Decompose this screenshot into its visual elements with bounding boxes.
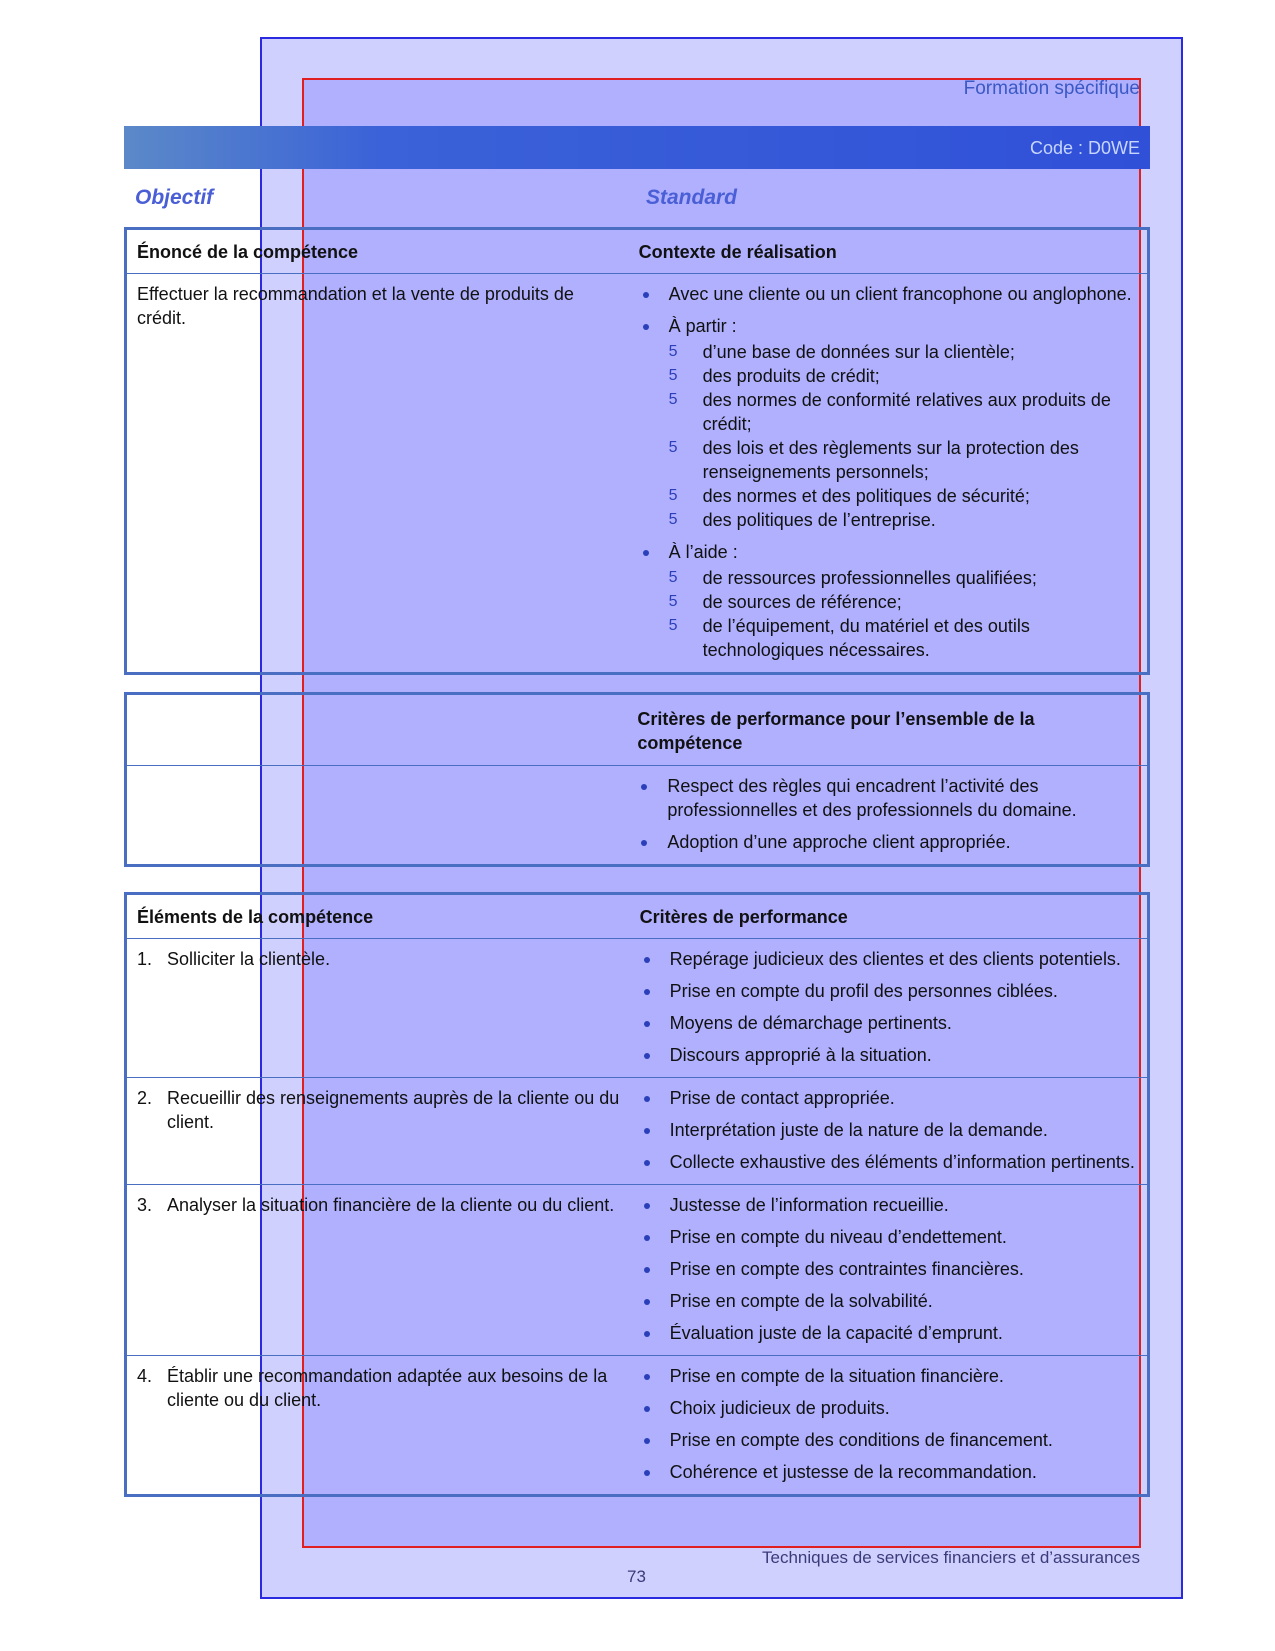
criteria-item: Prise de contact appropriée. [640,1086,1137,1110]
criteria-item: Discours approprié à la situation. [640,1043,1137,1067]
criteria-item: Prise en compte des contraintes financières. [640,1257,1137,1281]
element-item: 2. Recueillir des renseignements auprès de la cliente ou du client. [137,1088,620,1132]
global-criteria-heading: Critères de performance pour l’ensemble de la compétence [637,709,1035,753]
section-objectif: Objectif [135,186,214,209]
table-row [126,939,1149,1078]
element-item: 4. Établir une recommandation adaptée aux besoins de la cliente ou du client. [137,1366,608,1410]
contexte-list [639,282,1137,662]
table-row [126,1078,1149,1185]
criteria-item: Justesse de l’information recueillie. [640,1193,1137,1217]
global-criteria-table [124,692,1150,867]
partir-item: 5 des politiques de l’entreprise. [669,508,1137,532]
course-code: Code : D0WE [1029,138,1140,158]
contexte-heading: Contexte de réalisation [638,242,837,262]
criteria-item: Collecte exhaustive des éléments d’information pertinents. [640,1150,1137,1174]
criteria-item: Évaluation juste de la capacité d’emprunt. [640,1321,1137,1345]
criteria-item: Prise en compte de la situation financière. [640,1364,1137,1388]
global-criteria-cell [627,766,1148,866]
enonce-heading: Énoncé de la compétence [137,242,359,262]
element-item: 3. Analyser la situation financière de la cliente ou du client. [137,1195,615,1215]
elements-table [124,892,1150,1497]
aide-item: 5 de sources de référence; [669,590,1137,614]
competence-table [124,227,1150,675]
enonce-text: Effectuer la recommandation et la vente de produits de crédit. [126,274,629,674]
partir-list [669,340,1137,532]
code-bar [124,126,1150,169]
aide-item: 5 de ressources professionnelles qualifiées; [669,566,1137,590]
partir-item: 5 des lois et des règlements sur la protection des renseignements personnels; [669,436,1137,484]
criteria-item: Adoption d’une approche client appropriée. [637,830,1137,854]
section-standard: Standard [646,186,738,209]
aide-list [669,566,1137,662]
elements-heading: Éléments de la compétence [137,907,374,927]
partir-item: 5 des normes de conformité relatives aux produits de crédit; [669,388,1137,436]
performance-heading: Critères de performance [639,907,848,927]
section-heads [135,186,1145,214]
table-row [126,1356,1149,1496]
partir-item: 5 des normes et des politiques de sécurité; [669,484,1137,508]
criteria-item: Choix judicieux de produits. [640,1396,1137,1420]
criteria-item: Prise en compte du profil des personnes ciblées. [640,979,1137,1003]
footer-program: Techniques de services financiers et d’assurances [762,1548,1140,1567]
table-row [126,1185,1149,1356]
criteria-item: Moyens de démarchage pertinents. [640,1011,1137,1035]
contexte-item: À partir : 5 d’une base de données sur la clientèle; 5 des produits de crédit; 5 des normes de conformité relatives aux produits de crédit; 5 des lois et des règlements sur la protection des renseignements personnels; 5 des normes et des politiques de sécurité; 5 des politiques de l’entreprise. [639,314,1137,532]
contexte-cell [629,274,1149,674]
criteria-item: Prise en compte du niveau d’endettement. [640,1225,1137,1249]
criteria-item: Interprétation juste de la nature de la demande. [640,1118,1137,1142]
criteria-item: Respect des règles qui encadrent l’activité des professionnelles et des professionnels du domaine. [637,774,1137,822]
criteria-item: Cohérence et justesse de la recommandation. [640,1460,1137,1484]
contexte-item: À l’aide : 5 de ressources professionnelles qualifiées; 5 de sources de référence; 5 de l’équipement, du matériel et des outils technologiques nécessaires. [639,540,1137,662]
aide-item: 5 de l’équipement, du matériel et des outils technologiques nécessaires. [669,614,1137,662]
page-header-title: Formation spécifique [963,78,1140,99]
partir-item: 5 d’une base de données sur la clientèle; [669,340,1137,364]
partir-item: 5 des produits de crédit; [669,364,1137,388]
criteria-item: Prise en compte de la solvabilité. [640,1289,1137,1313]
contexte-item: Avec une cliente ou un client francophone ou anglophone. [639,282,1137,306]
criteria-item: Prise en compte des conditions de financement. [640,1428,1137,1452]
element-item: 1. Solliciter la clientèle. [137,949,331,969]
page-number: 73 [627,1567,646,1586]
criteria-item: Repérage judicieux des clientes et des clients potentiels. [640,947,1137,971]
